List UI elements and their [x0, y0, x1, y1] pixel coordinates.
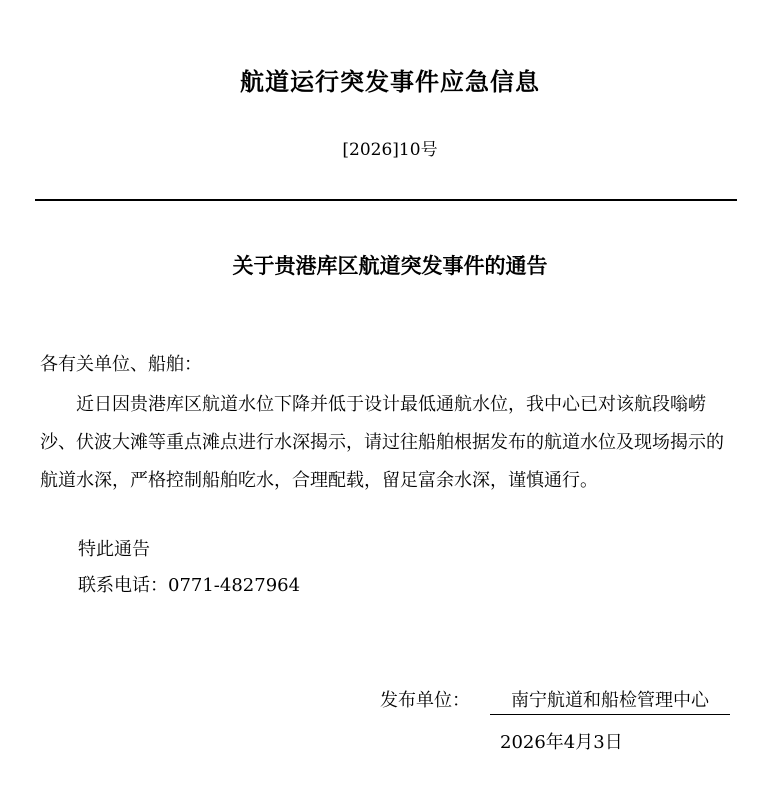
notice-body: 近日因贵港库区航道水位下降并低于设计最低通航水位，我中心已对该航段嗡崂沙、伏波大滩等重点滩点进行水深揭示，请过往船舶根据发布的航道水位及现场揭示的航道水深，严格控制船舶吃水，合理配载，留足富余水深，谨慎通行。 [40, 394, 724, 491]
publish-date: 2026年4月3日 [500, 732, 623, 753]
header-divider [35, 199, 737, 201]
document-title: 航道运行突发事件应急信息 [240, 67, 540, 96]
salutation: 各有关单位、船舶： [40, 354, 202, 375]
publisher-label: 发布单位： [380, 690, 470, 711]
publisher-name: 南宁航道和船检管理中心 [490, 686, 730, 715]
document-number: [2026]10号 [342, 140, 438, 160]
closing-line: 特此通告 [78, 539, 150, 560]
notice-subtitle: 关于贵港库区航道突发事件的通告 [232, 253, 548, 278]
contact-phone: 联系电话：0771-4827964 [78, 575, 301, 596]
